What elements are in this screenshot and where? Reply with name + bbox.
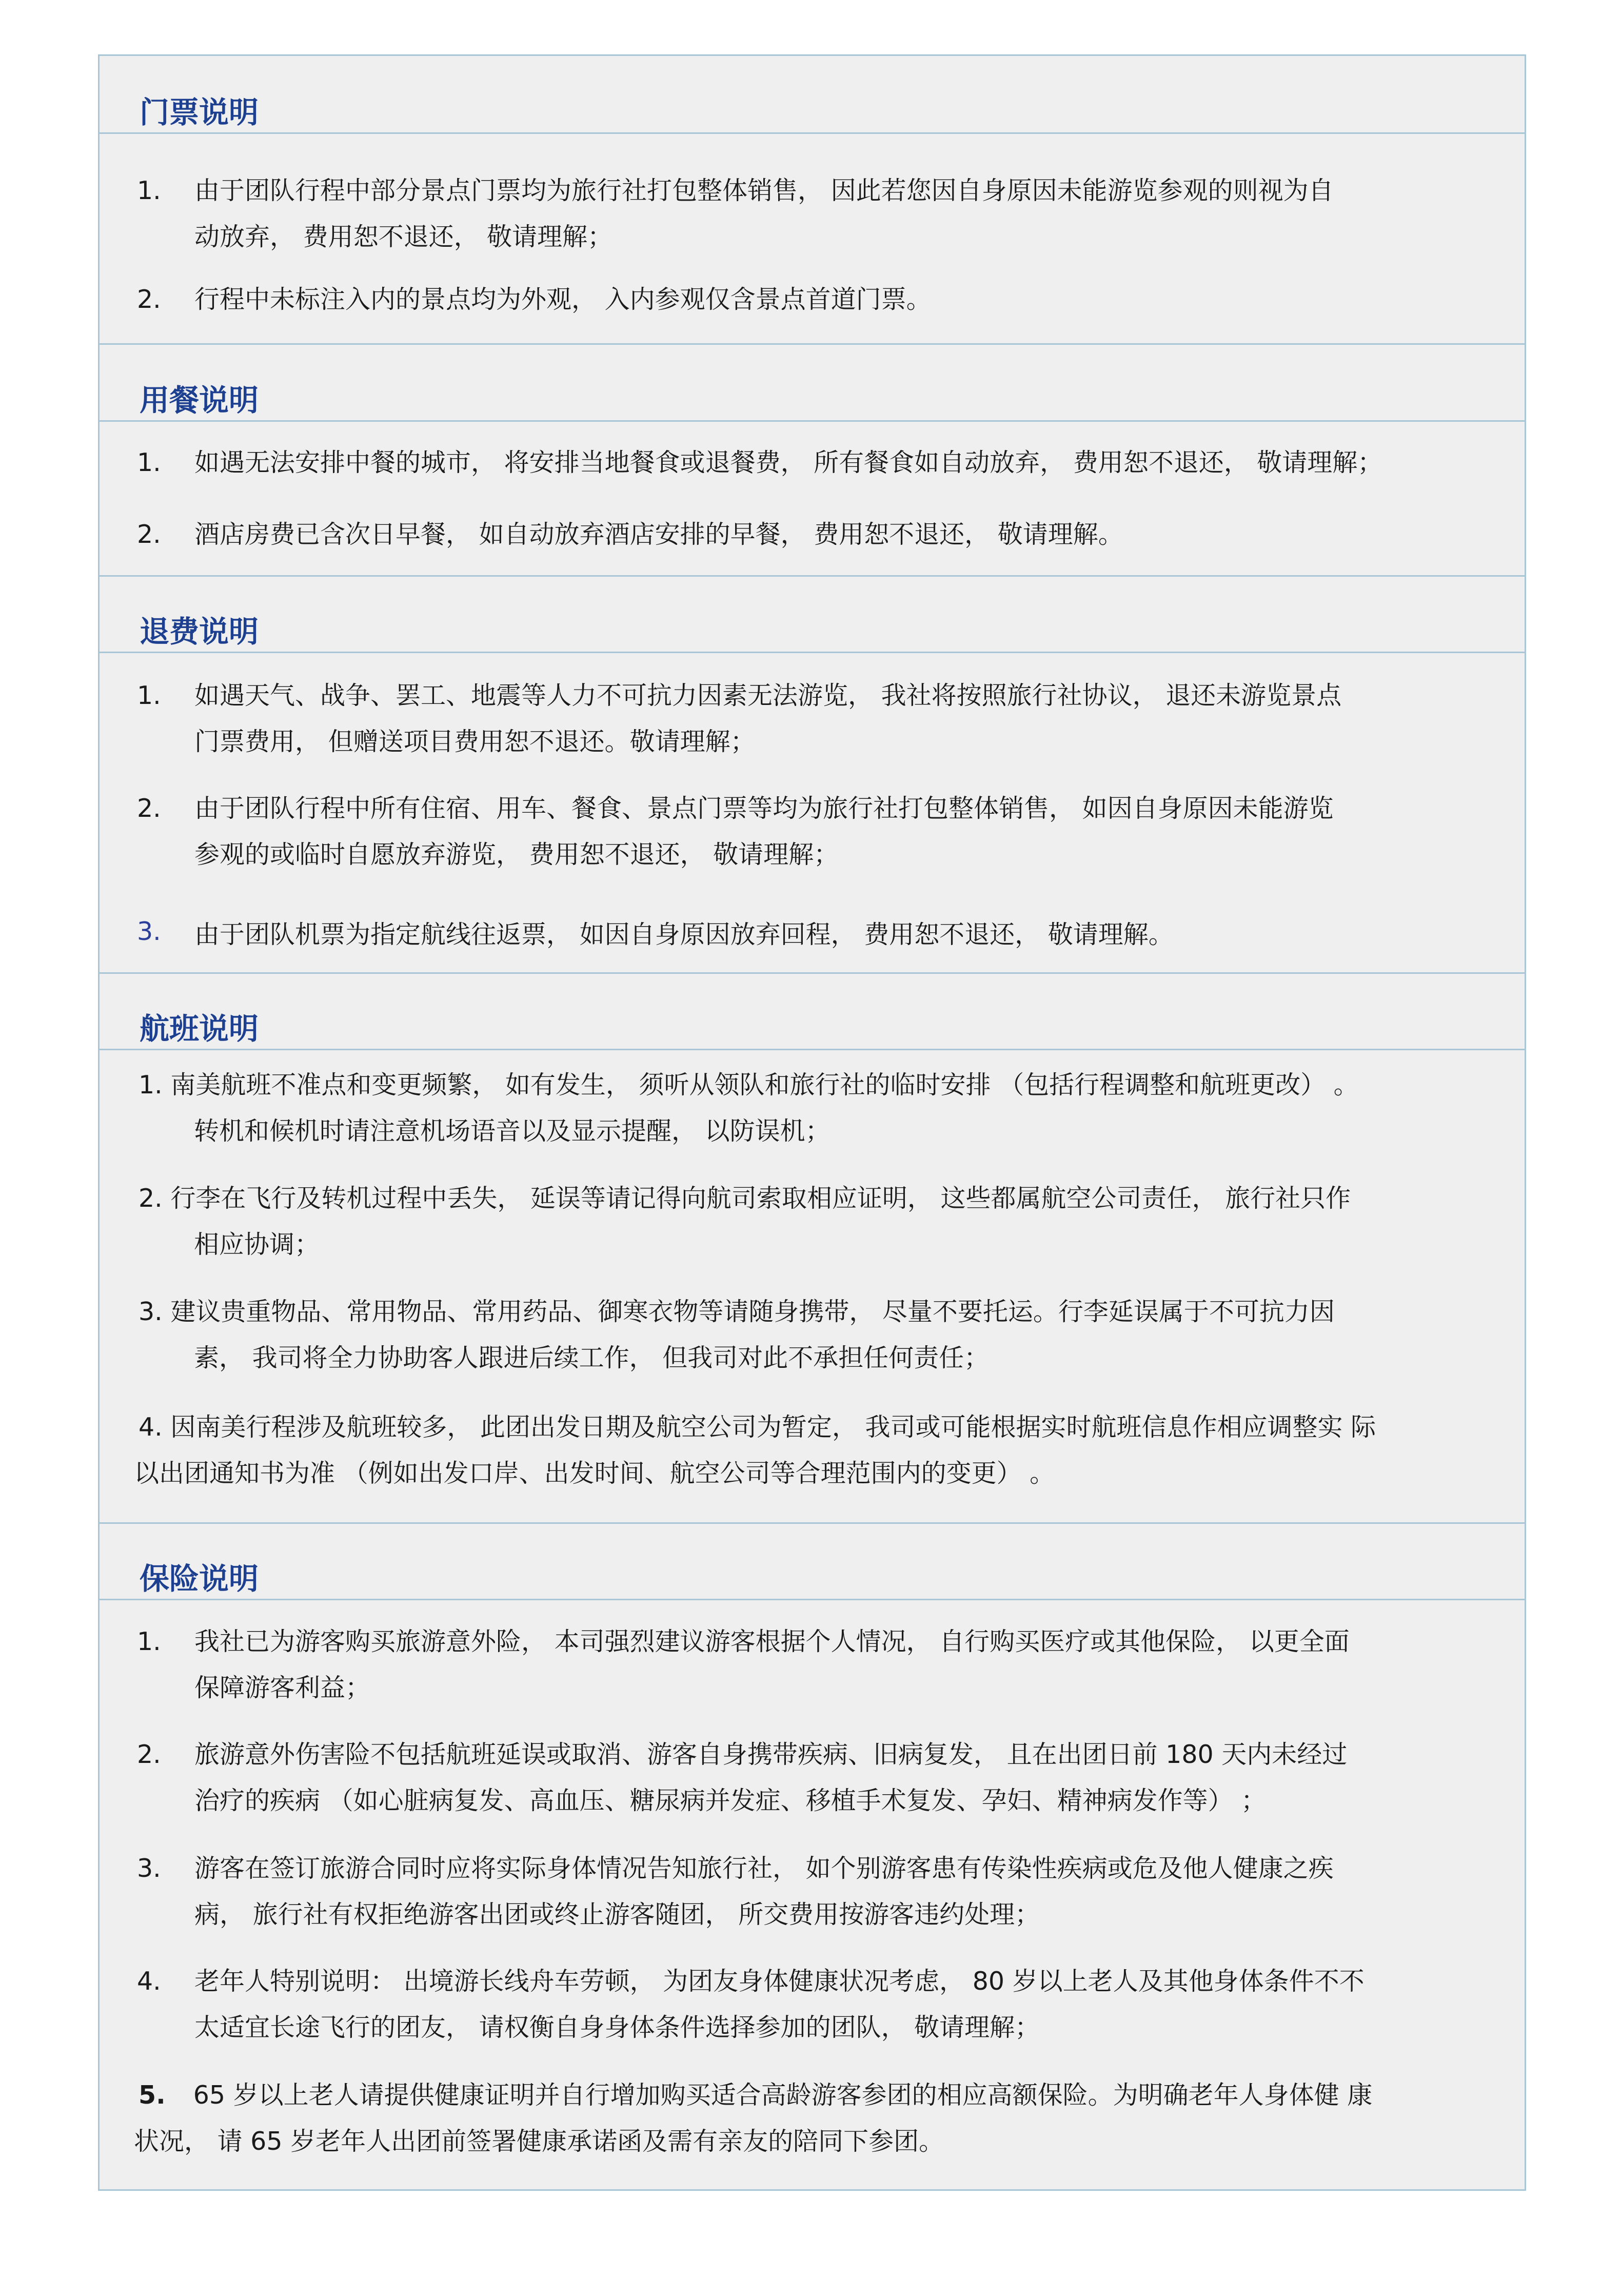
item-line: 我社已为游客购买旅游意外险， 本司强烈建议游客根据个人情况， 自行购买医疗或其他保险， 以更全面 bbox=[194, 1627, 1350, 1656]
item-line: 参观的或临时自愿放弃游览， 费用恕不退还， 敬请理解； bbox=[194, 840, 839, 869]
section-header bbox=[100, 972, 1525, 1050]
list-item bbox=[137, 440, 1383, 486]
list-item bbox=[137, 168, 1334, 260]
item-number: 3. bbox=[139, 1297, 163, 1326]
item-number: 4. bbox=[139, 1412, 163, 1442]
item-line: 行程中未标注入内的景点均为外观， 入内参观仅含景点首道门票。 bbox=[194, 285, 932, 314]
item-line: 门票费用， 但赠送项目费用恕不退还。敬请理解； bbox=[194, 727, 756, 756]
section-header bbox=[100, 343, 1525, 422]
item-number: 5. bbox=[139, 2081, 166, 2110]
item-line: 由于团队机票为指定航线往返票， 如因自身原因放弃回程， 费用恕不退还， 敬请理解。 bbox=[194, 920, 1174, 949]
section-insurance bbox=[100, 1522, 1525, 2192]
section-flights bbox=[100, 972, 1525, 1522]
item-line: 相应协调； bbox=[194, 1230, 320, 1259]
item-number: 3. bbox=[137, 1854, 161, 1883]
item-line bbox=[139, 1404, 1376, 1450]
item-line: 转机和候机时请注意机场语音以及显示提醒， 以防误机； bbox=[194, 1116, 831, 1146]
item-line: 治疗的疾病 （如心脏病复发、高血压、糖尿病并发症、移植手术复发、孕妇、精神病发作等） ； bbox=[194, 1786, 1267, 1815]
list-item bbox=[139, 1175, 1351, 1268]
list-item bbox=[137, 1619, 1350, 1711]
list-item bbox=[139, 1062, 1359, 1154]
list-item bbox=[137, 786, 1334, 878]
document-sheet bbox=[98, 54, 1526, 2191]
item-number: 1. bbox=[137, 1627, 161, 1656]
item-line: 病， 旅行社有权拒绝游客出团或终止游客随团， 所交费用按游客违约处理； bbox=[194, 1900, 1040, 1929]
list-item bbox=[134, 1404, 1376, 1497]
section-title: 退费说明 bbox=[140, 614, 259, 649]
list-item bbox=[137, 1958, 1365, 2051]
item-line bbox=[139, 2072, 1372, 2118]
section-title: 航班说明 bbox=[140, 1011, 259, 1046]
item-number: 2. bbox=[137, 520, 161, 549]
item-number: 1. bbox=[137, 681, 161, 710]
item-line: 旅游意外伤害险不包括航班延误或取消、游客自身携带疾病、旧病复发， 且在出团日前 180 天内未经过 bbox=[194, 1740, 1348, 1769]
section-refunds bbox=[100, 575, 1525, 972]
section-header bbox=[100, 575, 1525, 653]
item-number: 2. bbox=[139, 1184, 163, 1213]
item-line: 由于团队行程中所有住宿、用车、餐食、景点门票等均为旅行社打包整体销售， 如因自身原因未能游览 bbox=[194, 794, 1334, 823]
item-text: 65 岁以上老人请提供健康证明并自行增加购买适合高龄游客参团的相应高额保险。为明确老年人身体健 康 bbox=[193, 2081, 1373, 2110]
list-item bbox=[137, 912, 1174, 958]
list-item bbox=[139, 1289, 1335, 1381]
section-title: 门票说明 bbox=[140, 95, 259, 130]
list-item bbox=[134, 2072, 1373, 2165]
item-line bbox=[139, 1062, 1359, 1108]
item-line: 保障游客利益； bbox=[194, 1673, 371, 1702]
item-text: 行李在飞行及转机过程中丢失， 延误等请记得向航司索取相应证明， 这些都属航空公司责任， 旅行社只作 bbox=[170, 1184, 1351, 1213]
item-line: 以出团通知书为准 （例如出发口岸、出发时间、航空公司等合理范围内的变更） 。 bbox=[134, 1459, 1055, 1488]
item-number: 4. bbox=[137, 1967, 161, 1996]
item-line: 如遇无法安排中餐的城市， 将安排当地餐食或退餐费， 所有餐食如自动放弃， 费用恕不退还， 敬请理解； bbox=[194, 448, 1383, 477]
section-header bbox=[100, 1522, 1525, 1600]
item-line: 游客在签订旅游合同时应将实际身体情况告知旅行社， 如个别游客患有传染性疾病或危及他人健康之疾 bbox=[194, 1854, 1334, 1883]
item-line: 状况， 请 65 岁老年人出团前签署健康承诺函及需有亲友的陪同下参团。 bbox=[134, 2127, 944, 2156]
section-title: 保险说明 bbox=[140, 1561, 259, 1596]
item-number: 1. bbox=[137, 448, 161, 477]
section-tickets bbox=[100, 56, 1525, 343]
item-line: 动放弃， 费用恕不退还， 敬请理解； bbox=[194, 222, 613, 251]
item-text: 南美航班不准点和变更频繁， 如有发生， 须听从领队和旅行社的临时安排 （包括行程调整和航班更改） 。 bbox=[170, 1070, 1359, 1100]
list-item bbox=[137, 1732, 1348, 1824]
section-meals bbox=[100, 343, 1525, 575]
item-line bbox=[139, 1175, 1351, 1222]
list-item bbox=[137, 1846, 1334, 1938]
item-number: 2. bbox=[137, 1740, 161, 1769]
section-title: 用餐说明 bbox=[140, 383, 259, 418]
item-number: 3. bbox=[137, 917, 161, 946]
item-line: 素， 我司将全力协助客人跟进后续工作， 但我司对此不承担任何责任； bbox=[194, 1343, 990, 1372]
item-line: 酒店房费已含次日早餐， 如自动放弃酒店安排的早餐， 费用恕不退还， 敬请理解。 bbox=[194, 520, 1123, 549]
section-header bbox=[100, 56, 1525, 134]
list-item bbox=[137, 512, 1123, 558]
item-line bbox=[139, 1289, 1335, 1335]
item-number: 2. bbox=[137, 794, 161, 823]
item-line: 如遇天气、战争、罢工、地震等人力不可抗力因素无法游览， 我社将按照旅行社协议， 退还未游览景点 bbox=[194, 681, 1342, 710]
list-item bbox=[137, 673, 1342, 765]
item-line: 老年人特别说明： 出境游长线舟车劳顿， 为团友身体健康状况考虑， 80 岁以上老人及其他身体条件不不 bbox=[194, 1967, 1365, 1996]
item-text: 因南美行程涉及航班较多， 此团出发日期及航空公司为暂定， 我司或可能根据实时航班信息作相应调整实 际 bbox=[170, 1412, 1376, 1442]
item-line: 由于团队行程中部分景点门票均为旅行社打包整体销售， 因此若您因自身原因未能游览参观的则视为自 bbox=[194, 176, 1334, 205]
item-number: 1. bbox=[139, 1070, 163, 1100]
item-number: 2. bbox=[137, 285, 161, 314]
item-number: 1. bbox=[137, 176, 161, 205]
item-line: 太适宜长途飞行的团友， 请权衡自身身体条件选择参加的团队， 敬请理解； bbox=[194, 2013, 1040, 2042]
list-item bbox=[137, 277, 932, 323]
item-text: 建议贵重物品、常用物品、常用药品、御寒衣物等请随身携带， 尽量不要托运。行李延误属于不可抗力因 bbox=[170, 1297, 1335, 1326]
